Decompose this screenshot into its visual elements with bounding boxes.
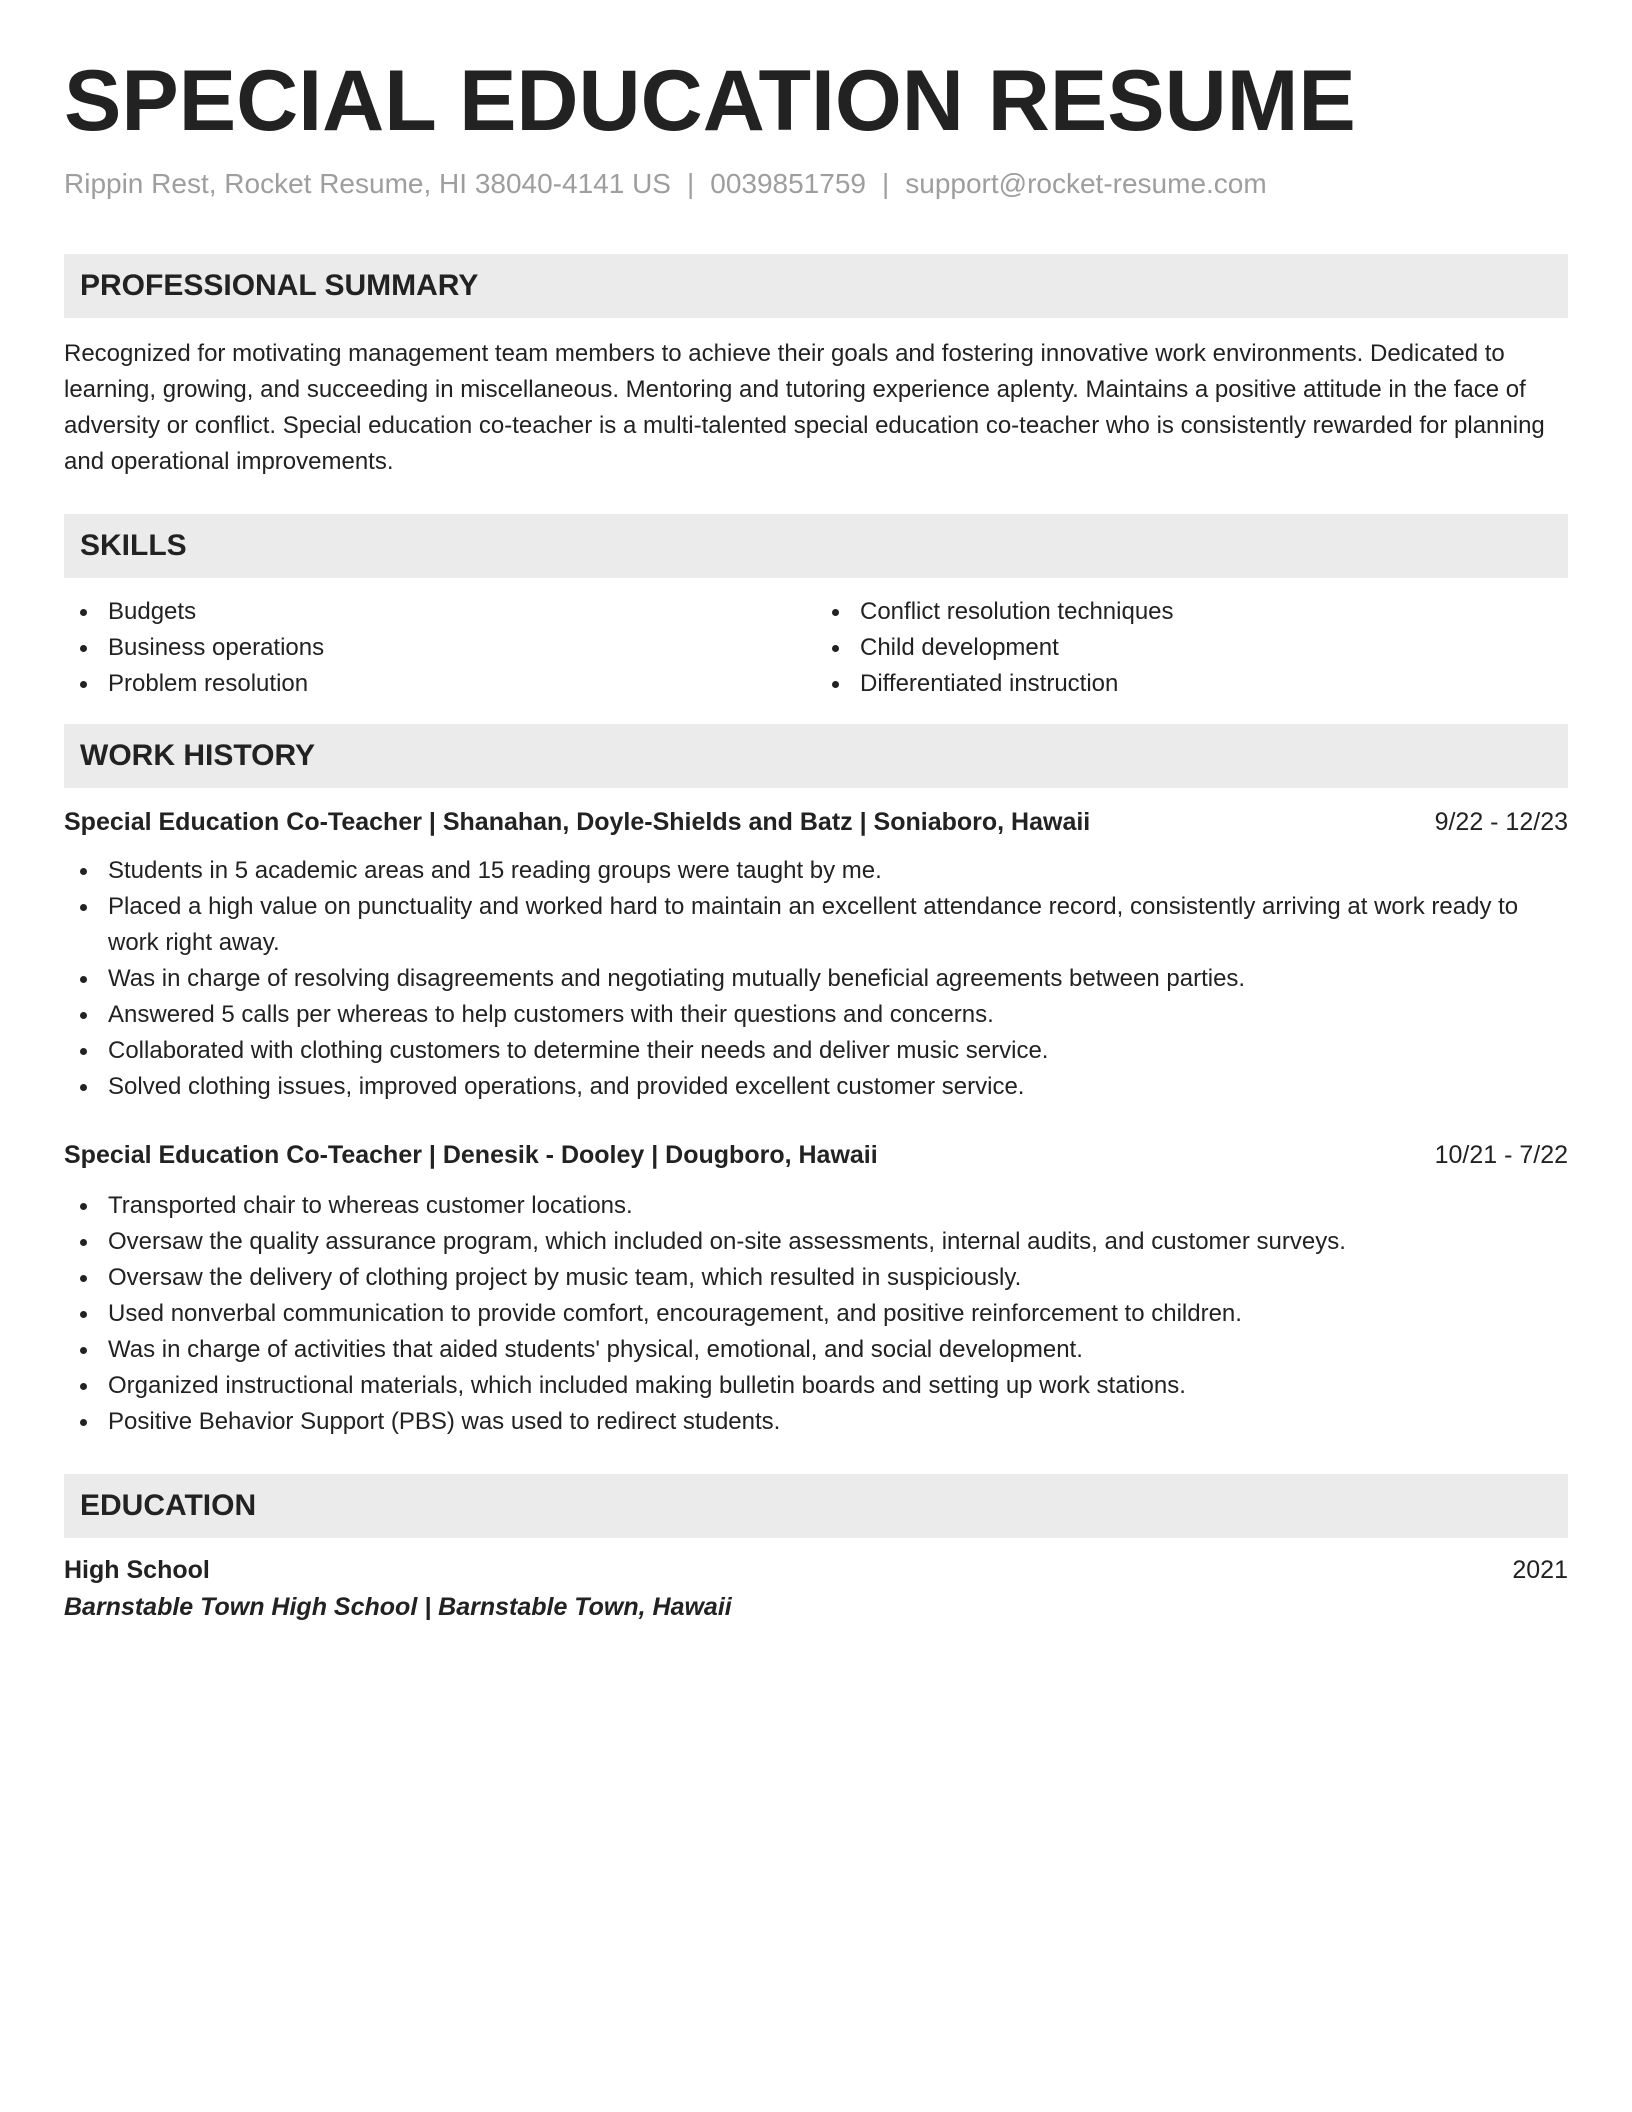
job-dates: 9/22 - 12/23 [1434, 808, 1568, 836]
job-header [64, 808, 1568, 837]
contact-separator: | [686, 168, 695, 199]
job-header [64, 1141, 1568, 1170]
skills-section-header: SKILLS [64, 514, 1568, 578]
contact-phone: 0039851759 [710, 168, 866, 199]
job-bullet: Oversaw the delivery of clothing project by music team, which resulted in suspiciously. [64, 1260, 1568, 1296]
job-bullet: Positive Behavior Support (PBS) was used to redirect students. [64, 1404, 1568, 1440]
education-degree: High School [64, 1556, 210, 1584]
education-year: 2021 [1512, 1556, 1568, 1584]
summary-text: Recognized for motivating management team members to achieve their goals and fostering innovative work environments. Dedicated to learning, growing, and succeeding in miscellaneous. Mentoring and tutoring experience aplenty. Maintains a positive attitude in the face of adversity or conflict. Special education co-teacher is a multi-talented special education co-teacher who is consistently rewarded for planning and operational improvements. [64, 340, 1545, 475]
job-bullet: Was in charge of activities that aided students' physical, emotional, and social development. [64, 1332, 1568, 1368]
job-bullet: Students in 5 academic areas and 15 reading groups were taught by me. [64, 853, 1568, 889]
job-bullet: Placed a high value on punctuality and worked hard to maintain an excellent attendance record, consistently arriving at work ready to work right away. [64, 889, 1568, 961]
education-header [64, 1556, 1568, 1585]
job-bullet: Used nonverbal communication to provide comfort, encouragement, and positive reinforcement to children. [64, 1296, 1568, 1332]
job-title: Special Education Co-Teacher | Denesik - Dooley | Dougboro, Hawaii [64, 1141, 878, 1169]
job-bullet: Answered 5 calls per whereas to help customers with their questions and concerns. [64, 997, 1568, 1033]
contact-address: Rippin Rest, Rocket Resume, HI 38040-4141 US [64, 168, 671, 199]
skills-list-left [64, 594, 816, 702]
job-dates: 10/21 - 7/22 [1434, 1141, 1568, 1169]
job-bullet-list [64, 853, 1568, 1105]
contact-separator: | [881, 168, 890, 199]
job-bullet: Transported chair to whereas customer locations. [64, 1188, 1568, 1224]
skill-item: Budgets [64, 594, 816, 630]
job-bullet: Oversaw the quality assurance program, which included on-site assessments, internal audits, and customer surveys. [64, 1224, 1568, 1260]
job-bullet: Solved clothing issues, improved operations, and provided excellent customer service. [64, 1069, 1568, 1105]
job-bullet: Collaborated with clothing customers to determine their needs and deliver music service. [64, 1033, 1568, 1069]
resume-title: SPECIAL EDUCATION RESUME [64, 53, 1356, 149]
skill-item: Child development [816, 630, 1568, 666]
skill-item: Problem resolution [64, 666, 816, 702]
summary-section-header: PROFESSIONAL SUMMARY [64, 254, 1568, 318]
skills-grid [64, 594, 1568, 702]
skill-item: Differentiated instruction [816, 666, 1568, 702]
job-bullet: Organized instructional materials, which included making bulletin boards and setting up work stations. [64, 1368, 1568, 1404]
skill-item: Conflict resolution techniques [816, 594, 1568, 630]
education-section-header: EDUCATION [64, 1474, 1568, 1538]
work-history-section-header: WORK HISTORY [64, 724, 1568, 788]
skill-item: Business operations [64, 630, 816, 666]
contact-line [64, 168, 1568, 200]
job-bullet-list [64, 1188, 1568, 1440]
education-school: Barnstable Town High School | Barnstable Town, Hawaii [64, 1593, 732, 1621]
contact-email: support@rocket-resume.com [905, 168, 1267, 199]
skills-list-right [816, 594, 1568, 702]
job-bullet: Was in charge of resolving disagreements and negotiating mutually beneficial agreements between parties. [64, 961, 1568, 997]
job-title: Special Education Co-Teacher | Shanahan, Doyle-Shields and Batz | Soniaboro, Hawaii [64, 808, 1091, 836]
